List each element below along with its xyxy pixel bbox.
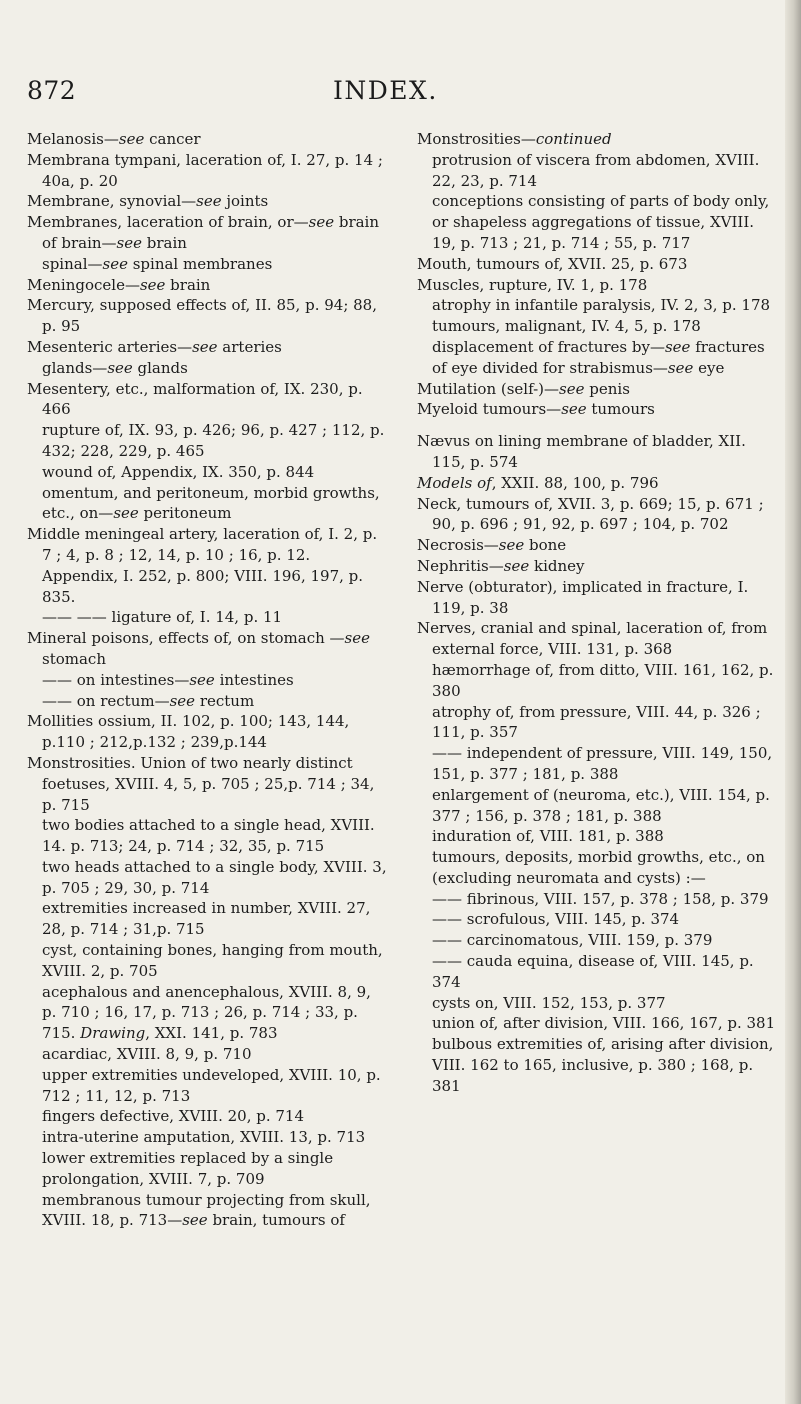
index-entry: omentum, and peritoneum, morbid growths, etc., on—see peritoneum — [42, 483, 380, 523]
index-entry: atrophy in infantile paralysis, IV. 2, 3, p. 178 — [432, 296, 771, 315]
index-entry: induration of, VIII. 181, p. 388 — [432, 827, 664, 846]
index-entry: of eye divided for strabismus—see eye — [432, 358, 725, 377]
index-entry: extremities increased in number, XVIII. 27, 28, p. 714 ; 31,p. 715 — [42, 899, 371, 939]
index-entry: Nephritis—see kidney — [417, 556, 585, 575]
index-entry: conceptions consisting of parts of body only, or shapeless aggregations of tissue, XVIII. 19, p. 713 ; 21, p. 714 ; 55, p. 717 — [432, 192, 770, 252]
index-entry: Mollities ossium, II. 102, p. 100; 143, 144, p.110 ; 212,p.132 ; 239,p.144 — [27, 712, 350, 752]
index-entry: Mesenteric arteries—see arteries — [27, 337, 282, 356]
index-entry: two heads attached to a single body, XVIII. 3, p. 705 ; 29, 30, p. 714 — [42, 857, 387, 897]
index-entry: rupture of, IX. 93, p. 426; 96, p. 427 ; 112, p. 432; 228, 229, p. 465 — [42, 421, 385, 460]
index-entry: Mercury, supposed effects of, II. 85, p. 94; 88, p. 95 — [27, 296, 377, 336]
index-entry: Necrosis—see bone — [417, 536, 567, 555]
index-entry: Nævus on lining membrane of bladder, XII. 115, p. 574 — [417, 432, 746, 471]
index-entry: spinal—see spinal membranes — [42, 254, 273, 273]
index-entry: glands—see glands — [42, 358, 188, 377]
index-entry: hæmorrhage of, from ditto, VIII. 161, 162, p. 380 — [432, 660, 774, 700]
index-entry: bulbous extremities of, arising after division, VIII. 162 to 165, inclusive, p. 380 ; 168, p. 381 — [432, 1035, 774, 1095]
index-entry: union of, after division, VIII. 166, 167, p. 381 — [432, 1014, 776, 1033]
index-entry: —— on rectum—see rectum — [42, 691, 255, 710]
index-entry: fingers defective, XVIII. 20, p. 714 — [42, 1107, 305, 1126]
index-entry: —— on intestines—see intestines — [42, 670, 294, 689]
index-entry: Muscles, rupture, IV. 1, p. 178 — [417, 275, 648, 294]
index-entry: cysts on, VIII. 152, 153, p. 377 — [432, 993, 666, 1012]
index-entry: membranous tumour projecting from skull, XVIII. 18, p. 713—see brain, tumours of — [42, 1190, 371, 1230]
index-entry: cyst, containing bones, hanging from mouth, XVIII. 2, p. 705 — [42, 941, 383, 980]
index-entry: Middle meningeal artery, laceration of, I. 2, p. 7 ; 4, p. 8 ; 12, 14, p. 10 ; 16, p. 12. Appendix, I. 252, p. 800; VIII. 196, 197, p. 835. — [27, 525, 378, 606]
index-entry: protrusion of viscera from abdomen, XVIII. 22, 23, p. 714 — [432, 150, 760, 190]
index-entry: acephalous and anencephalous, XVIII. 8, 9, p. 710 ; 16, 17, p. 713 ; 26, p. 714 ; 33, p. 715. Drawing, XXI. 141, p. 783 — [42, 982, 371, 1043]
index-entry: Mineral poisons, effects of, on stomach —see stomach — [27, 629, 370, 668]
index-entry: Mouth, tumours of, XVII. 25, p. 673 — [417, 254, 688, 273]
index-entry: atrophy of, from pressure, VIII. 44, p. 326 ; 111, p. 357 — [432, 702, 761, 742]
index-entry: Models of, XXII. 88, 100, p. 796 — [417, 473, 659, 492]
index-entry: —— fibrinous, VIII. 157, p. 378 ; 158, p. 379 — [432, 889, 769, 908]
index-entry: Mutilation (self-)—see penis — [417, 379, 630, 398]
index-entry: —— scrofulous, VIII. 145, p. 374 — [432, 910, 680, 929]
index-entry: Membranes, laceration of brain, or—see brain — [27, 213, 380, 232]
running-head: INDEX. — [333, 76, 438, 105]
index-entry: intra-uterine amputation, XVIII. 13, p. 713 — [42, 1128, 366, 1147]
index-column-left — [27, 129, 387, 1231]
index-entry: Meningocele—see brain — [27, 275, 211, 294]
page-edge — [785, 0, 801, 1404]
index-entry: —— independent of pressure, VIII. 149, 150, 151, p. 377 ; 181, p. 388 — [432, 744, 773, 783]
index-entry: enlargement of (neuroma, etc.), VIII. 154, p. 377 ; 156, p. 378 ; 181, p. 388 — [432, 785, 770, 825]
index-column-right — [417, 129, 779, 1097]
index-entry: Neck, tumours of, XVII. 3, p. 669; 15, p. 671 ; 90, p. 696 ; 91, 92, p. 697 ; 104, p. 702 — [417, 494, 764, 534]
index-entry: tumours, malignant, IV. 4, 5, p. 178 — [432, 317, 701, 336]
index-entry: of brain—see brain — [42, 233, 187, 252]
index-entry: Membrana tympani, laceration of, I. 27, p. 14 ; 40a, p. 20 — [27, 150, 383, 190]
index-entry: Monstrosities—continued — [417, 130, 612, 148]
index-entry: —— cauda equina, disease of, VIII. 145, p. 374 — [432, 952, 754, 991]
index-entry: —— carcinomatous, VIII. 159, p. 379 — [432, 931, 713, 950]
index-entry: Melanosis—see cancer — [27, 130, 201, 148]
page-number: 872 — [27, 76, 77, 105]
index-entry: Nerve (obturator), implicated in fracture, I. 119, p. 38 — [417, 577, 749, 617]
index-entry: upper extremities undeveloped, XVIII. 10, p. 712 ; 11, 12, p. 713 — [42, 1065, 381, 1105]
index-entry: wound of, Appendix, IX. 350, p. 844 — [42, 462, 315, 481]
index-entry: acardiac, XVIII. 8, 9, p. 710 — [42, 1045, 252, 1064]
index-entry: Mesentery, etc., malformation of, IX. 230, p. 466 — [27, 379, 363, 419]
index-entry: —— —— ligature of, I. 14, p. 11 — [42, 608, 283, 627]
index-entry: tumours, deposits, morbid growths, etc., on (excluding neuromata and cysts) :— — [432, 848, 765, 887]
index-entry: Nerves, cranial and spinal, laceration of, from external force, VIII. 131, p. 368 — [417, 619, 768, 659]
index-entry: two bodies attached to a single head, XVIII. 14. p. 713; 24, p. 714 ; 32, 35, p. 715 — [42, 816, 375, 856]
index-entry: displacement of fractures by—see fractures — [432, 337, 765, 356]
page-header — [0, 76, 801, 116]
index-entry: lower extremities replaced by a single prolongation, XVIII. 7, p. 709 — [42, 1149, 334, 1188]
index-entry: Myeloid tumours—see tumours — [417, 400, 655, 419]
index-entry: Monstrosities. Union of two nearly distinct foetuses, XVIII. 4, 5, p. 705 ; 25,p. 714 ; 34, p. 715 — [27, 753, 375, 814]
index-entry: Membrane, synovial—see joints — [27, 192, 269, 211]
